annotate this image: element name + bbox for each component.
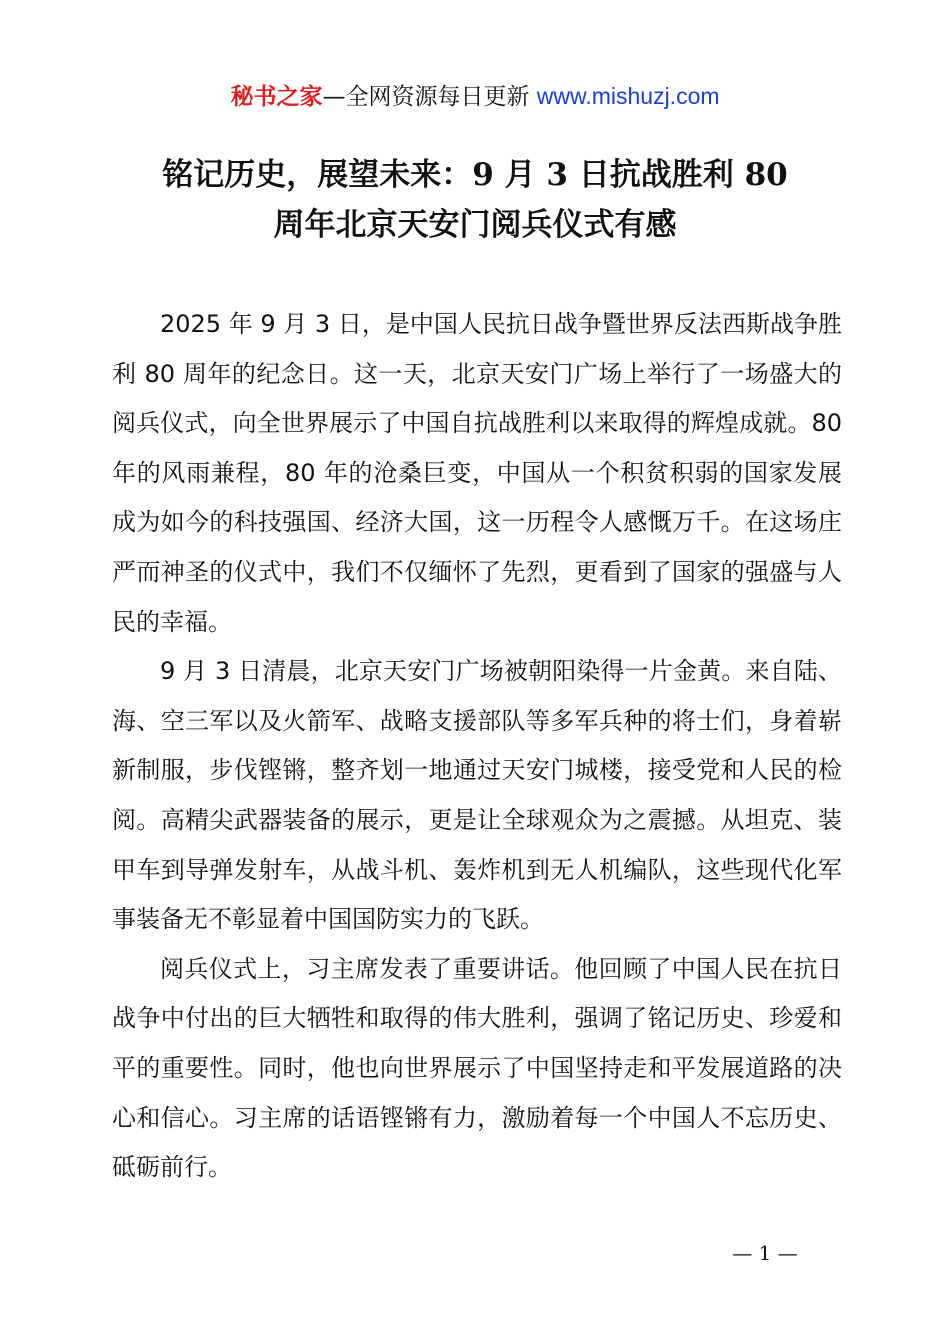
page-number: — 1 — bbox=[732, 1241, 798, 1265]
body-paragraph-2: 9 月 3 日清晨，北京天安门广场被朝阳染得一片金黄。来自陆、海、空三军以及火箭军、战略支援部队等多军兵种的将士们，身着崭新制服，步伐铿锵，整齐划一地通过天安门城楼，接受党和人民的检阅。高精尖武器装备的展示，更是让全球观众为之震撼。从坦克、装甲车到导弹发射车，从战斗机、轰炸机到无人机编队，这些现代化军事装备无不彰显着中国国防实力的飞跃。 bbox=[112, 657, 842, 934]
body-paragraph-3: 阅兵仪式上，习主席发表了重要讲话。他回顾了中国人民在抗日战争中付出的巨大牺牲和取得的伟大胜利，强调了铭记历史、珍爱和平的重要性。同时，他也向世界展示了中国坚持走和平发展道路的决心和信心。习主席的话语铿锵有力，激励着每一个中国人不忘历史、砥砺前行。 bbox=[112, 954, 842, 1182]
document-title-line-1: 铭记历史，展望未来：9 月 3 日抗战胜利 80 bbox=[162, 157, 788, 193]
site-brand: 秘书之家 bbox=[230, 84, 323, 110]
document-body bbox=[112, 300, 842, 1193]
site-url-link[interactable]: www.mishuzj.com bbox=[536, 83, 720, 109]
document-title-line-2: 周年北京天安门阅兵仪式有感 bbox=[273, 207, 677, 243]
site-tagline: —全网资源每日更新 bbox=[322, 84, 537, 110]
body-paragraph-1: 2025 年 9 月 3 日，是中国人民抗日战争暨世界反法西斯战争胜利 80 周年的纪念日。这一天，北京天安门广场上举行了一场盛大的阅兵仪式，向全世界展示了中国自抗战胜利以来取得的辉煌成就。80 年的风雨兼程，80 年的沧桑巨变，中国从一个积贫积弱的国家发展成为如今的科技强国、经济大国，这一历程令人感慨万千。在这场庄严而神圣的仪式中，我们不仅缅怀了先烈，更看到了国家的强盛与人民的幸福。 bbox=[112, 310, 842, 636]
document-title bbox=[100, 150, 850, 250]
site-header bbox=[0, 80, 950, 113]
